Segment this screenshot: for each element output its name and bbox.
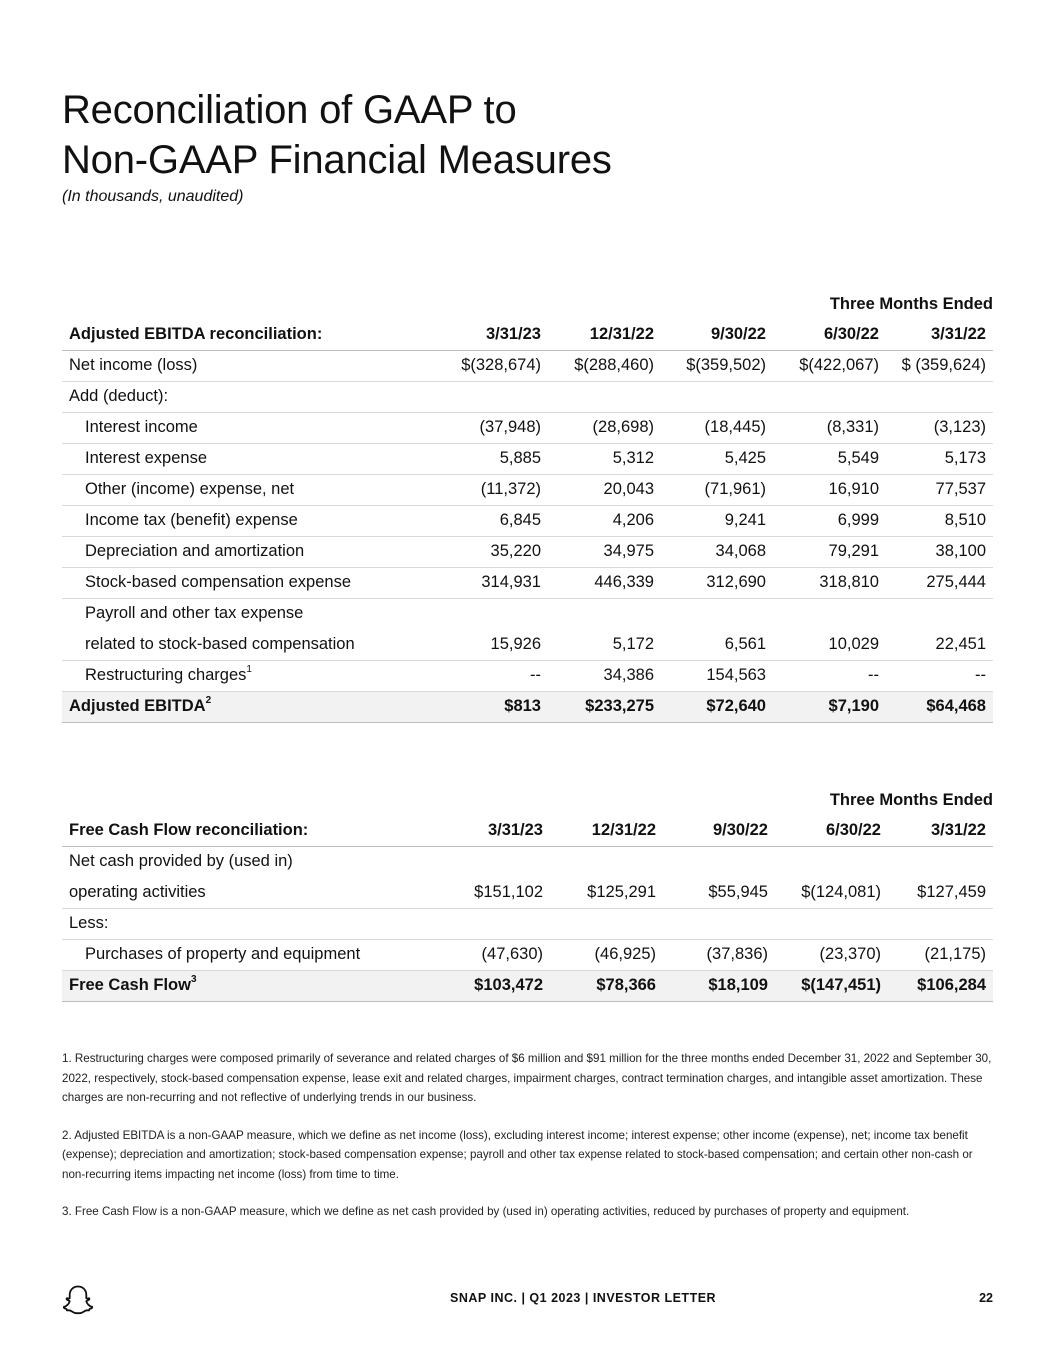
total-label [62, 970, 437, 1001]
cell-value: (18,445) [661, 412, 773, 443]
ghost-icon [61, 1284, 95, 1316]
column-header: 6/30/22 [775, 815, 888, 846]
row-label-continued: related to stock-based compensation [62, 629, 437, 660]
total-value: $(147,451) [775, 970, 888, 1001]
row-label: Purchases of property and equipment [62, 939, 437, 970]
total-value: $72,640 [661, 691, 773, 722]
row-label: Add (deduct): [62, 381, 437, 412]
cell-value: (3,123) [886, 412, 993, 443]
cell-value: (37,948) [437, 412, 548, 443]
row-label: Payroll and other tax expense [85, 604, 304, 623]
total-value: $106,284 [888, 970, 993, 1001]
column-header: 3/31/23 [437, 319, 548, 350]
cell-value: 5,425 [661, 443, 773, 474]
cell-value: 154,563 [661, 660, 773, 691]
table-row [62, 567, 993, 598]
cell-value: (71,961) [661, 474, 773, 505]
cell-value [437, 908, 550, 939]
column-header: 9/30/22 [663, 815, 775, 846]
cell-value [888, 908, 993, 939]
total-value: $233,275 [548, 691, 661, 722]
table-row [62, 381, 993, 412]
total-value: $78,366 [550, 970, 663, 1001]
table-row [62, 908, 993, 939]
cell-value: (37,836) [663, 939, 775, 970]
cell-value: -- [437, 660, 548, 691]
cell-value: 8,510 [886, 505, 993, 536]
table-row [62, 443, 993, 474]
total-value: $18,109 [663, 970, 775, 1001]
cell-value: 20,043 [548, 474, 661, 505]
table-row [62, 474, 993, 505]
page-title [62, 85, 612, 185]
cell-value: $55,945 [663, 877, 775, 908]
table-row [62, 598, 993, 629]
cell-value: 79,291 [773, 536, 886, 567]
cell-value: 34,068 [661, 536, 773, 567]
cell-value: 5,885 [437, 443, 548, 474]
table-heading: Adjusted EBITDA reconciliation: [62, 319, 437, 350]
cell-value: 10,029 [773, 629, 886, 660]
footnote: 1. Restructuring charges were composed primarily of severance and related charges of $6 million and $91 million for the three months ended December 31, 2022 and September 30, 2022, respectively, stock-based compensation expense, lease exit and related charges, impairment charges, contract termination charges, and intangible asset amortization. These charges are non-recurring and not reflective of underlying trends in our business. [62, 1052, 992, 1104]
table-row [62, 350, 993, 381]
cell-value: 9,241 [661, 505, 773, 536]
total-value: $7,190 [773, 691, 886, 722]
column-header: 9/30/22 [661, 319, 773, 350]
cell-value [886, 381, 993, 412]
page-number: 22 [979, 1291, 993, 1305]
cell-value: $127,459 [888, 877, 993, 908]
cell-value: 318,810 [773, 567, 886, 598]
row-label: Interest expense [62, 443, 437, 474]
fcf-reconciliation-table [62, 785, 993, 1002]
row-label-continued: operating activities [62, 877, 437, 908]
cell-value: $151,102 [437, 877, 550, 908]
footnotes [62, 1049, 997, 1240]
total-label [62, 691, 437, 722]
column-header: 3/31/22 [888, 815, 993, 846]
cell-value: -- [886, 660, 993, 691]
table-row [62, 629, 993, 660]
cell-value: (21,175) [888, 939, 993, 970]
footnote-ref: 3 [190, 974, 197, 985]
cell-value [773, 381, 886, 412]
cell-value: $(288,460) [548, 350, 661, 381]
column-header: 12/31/22 [550, 815, 663, 846]
total-label-text: Free Cash Flow [69, 976, 191, 994]
ebitda-reconciliation-table [62, 289, 993, 723]
row-label [62, 660, 437, 691]
cell-value: 35,220 [437, 536, 548, 567]
cell-value: 38,100 [886, 536, 993, 567]
cell-value: (11,372) [437, 474, 548, 505]
period-label: Three Months Ended [829, 790, 993, 809]
cell-value [550, 908, 663, 939]
footnote-ref: 2 [205, 695, 212, 706]
row-label: Net cash provided by (used in) [69, 852, 293, 871]
cell-value: $ (359,624) [886, 350, 993, 381]
cell-value: 5,172 [548, 629, 661, 660]
cell-value: (47,630) [437, 939, 550, 970]
total-value: $64,468 [886, 691, 993, 722]
cell-value [548, 381, 661, 412]
table-row [62, 505, 993, 536]
cell-value: 4,206 [548, 505, 661, 536]
cell-value: 16,910 [773, 474, 886, 505]
cell-value: $(422,067) [773, 350, 886, 381]
cell-value: 446,339 [548, 567, 661, 598]
page-footer [0, 1284, 1055, 1314]
cell-value: (28,698) [548, 412, 661, 443]
cell-value: $125,291 [550, 877, 663, 908]
row-label: Less: [62, 908, 437, 939]
total-row [62, 691, 993, 722]
page-title-line-1: Reconciliation of GAAP to [62, 88, 517, 132]
cell-value: 15,926 [437, 629, 548, 660]
cell-value: 5,173 [886, 443, 993, 474]
cell-value: 275,444 [886, 567, 993, 598]
footnote-ref: 1 [246, 664, 252, 675]
total-label-text: Adjusted EBITDA [69, 697, 206, 715]
table-row [62, 536, 993, 567]
cell-value: $(328,674) [437, 350, 548, 381]
cell-value: 312,690 [661, 567, 773, 598]
column-header: 12/31/22 [548, 319, 661, 350]
row-label: Income tax (benefit) expense [62, 505, 437, 536]
row-label-text: Restructuring charges [85, 666, 247, 684]
cell-value: $(359,502) [661, 350, 773, 381]
cell-value: 6,561 [661, 629, 773, 660]
period-label: Three Months Ended [829, 294, 993, 313]
footer-text: SNAP INC. | Q1 2023 | INVESTOR LETTER [450, 1291, 717, 1305]
page-title-line-2: Non-GAAP Financial Measures [62, 138, 612, 182]
cell-value: 77,537 [886, 474, 993, 505]
footnote: 2. Adjusted EBITDA is a non-GAAP measure, which we define as net income (loss), excluding interest income; interest expense; other income (expense), net; income tax benefit (expense); depreciation and amortization; stock-based compensation expense; payroll and other tax expense related to stock-based compensation; and certain other non-cash or non-recurring items impacting net income (loss) from time to time. [62, 1128, 973, 1181]
page-subtitle: (In thousands, unaudited) [62, 188, 244, 205]
cell-value: 314,931 [437, 567, 548, 598]
column-header: 6/30/22 [773, 319, 886, 350]
row-label: Depreciation and amortization [62, 536, 437, 567]
table-heading: Free Cash Flow reconciliation: [62, 815, 437, 846]
row-label: Other (income) expense, net [62, 474, 437, 505]
table-row [62, 877, 993, 908]
cell-value: $(124,081) [775, 877, 888, 908]
cell-value: 34,386 [548, 660, 661, 691]
cell-value: 5,312 [548, 443, 661, 474]
footnote: 3. Free Cash Flow is a non-GAAP measure, which we define as net cash provided by (used in) operating activities, reduced by purchases of property and equipment. [62, 1205, 910, 1218]
column-header: 3/31/23 [437, 815, 550, 846]
cell-value [437, 381, 548, 412]
row-label: Net income (loss) [62, 350, 437, 381]
cell-value [775, 908, 888, 939]
table-row [62, 412, 993, 443]
row-label: Interest income [62, 412, 437, 443]
table-row [62, 660, 993, 691]
cell-value [663, 908, 775, 939]
cell-value [661, 381, 773, 412]
total-row [62, 970, 993, 1001]
total-value: $813 [437, 691, 548, 722]
total-value: $103,472 [437, 970, 550, 1001]
cell-value: (23,370) [775, 939, 888, 970]
table-row [62, 846, 993, 877]
cell-value: (8,331) [773, 412, 886, 443]
row-label: Stock-based compensation expense [62, 567, 437, 598]
cell-value: 6,999 [773, 505, 886, 536]
cell-value: 34,975 [548, 536, 661, 567]
column-header: 3/31/22 [886, 319, 993, 350]
cell-value: 22,451 [886, 629, 993, 660]
cell-value: (46,925) [550, 939, 663, 970]
cell-value: 5,549 [773, 443, 886, 474]
cell-value: -- [773, 660, 886, 691]
table-row [62, 939, 993, 970]
cell-value: 6,845 [437, 505, 548, 536]
